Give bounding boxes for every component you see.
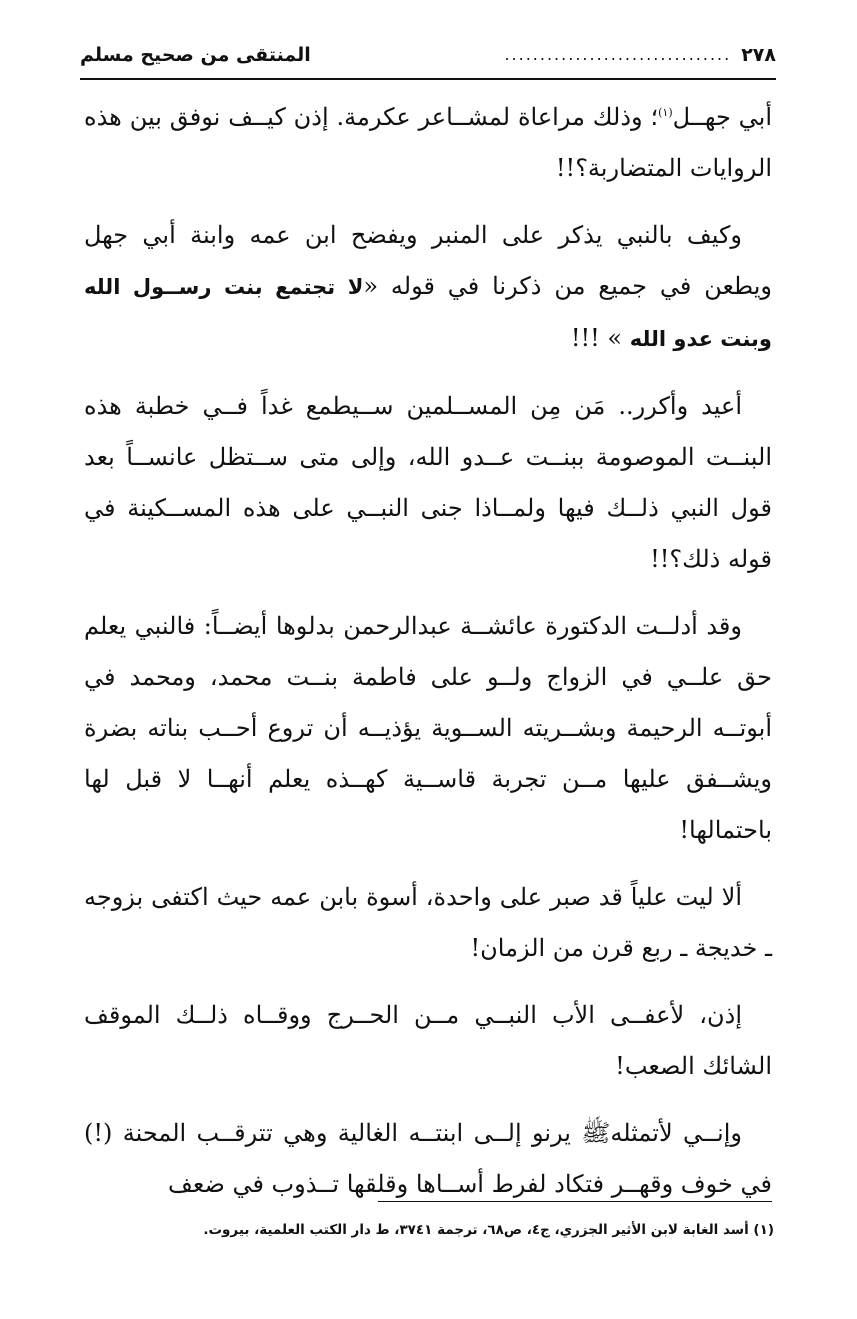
paragraph-3 <box>84 381 772 585</box>
paragraph-text: أعيد وأكرر.. مَن مِن المســلمين ســيطمع غداً فــي خطبة هذه البنــت الموصومة ببنــت عــدو الله، وإلى متى ســتظل عانســاً بعد قول النبي ذلــك فيها ولمــاذا جنى النبــي على هذه المســكينة في قوله ذلك؟!! <box>84 392 772 573</box>
paragraph-7 <box>84 1108 772 1210</box>
leader-dots: ................................ <box>504 45 732 64</box>
paragraph-text: وإنــي لأتمثلهﷺ يرنو إلــى ابنتــه الغالية وهي تترقــب المحنة (!) في خوف وقهــر فتكاد لفرط أســاها وقلقها تــذوب في ضعف <box>84 1119 772 1198</box>
paragraph-6 <box>84 990 772 1092</box>
paragraph-text: إذن، لأعفــى الأب النبــي مــن الحــرج ووقــاه ذلــك الموقف الشائك الصعب! <box>84 1001 772 1080</box>
paragraph-text: ؛ وذلك مراعاة لمشــاعر عكرمة. إذن كيــف نوفق بين هذه الروايات المتضاربة؟!! <box>84 103 772 182</box>
paragraph-text: أبي جهــل <box>672 103 773 131</box>
body-text <box>84 92 772 1226</box>
page-number: ٢٧٨ <box>741 44 776 66</box>
header-rule <box>80 78 776 80</box>
paragraph-5 <box>84 872 772 974</box>
footnote-rule <box>378 1201 772 1202</box>
footnote-reference: (١) <box>658 106 673 119</box>
paragraph-text: ألا ليت علياً قد صبر على واحدة، أسوة بابن عمه حيث اكتفى بزوجه ـ خديجة ـ ربع قرن من الزمان! <box>84 883 772 962</box>
paragraph-4 <box>84 601 772 856</box>
hadith-quote: لا تجتمع بنت رســول الله وبنت عدو الله <box>84 275 772 351</box>
paragraph-text: وقد أدلــت الدكتورة عائشــة عبدالرحمن بدلوها أيضــاً: فالنبي يعلم حق علــي في الزواج ولــو على فاطمة بنــت محمد، ومحمد في أبوتــه الرحيمة وبشــريته الســوية يؤذيــه أن تروع أحــب بناته بضرة ويشــفق عليها مــن تجربة قاســية كهــذه يعلم أنهــا لا قبل لها باحتمالها! <box>84 612 772 844</box>
paragraph-2 <box>84 210 772 365</box>
paragraph-text: » !!! <box>570 324 630 352</box>
footnote: (١) أسد الغابة لابن الأثير الجزري، ج٤، ص٦٨، ترجمة ٣٧٤١، ط دار الكتب العلمية، بيروت. <box>203 1222 774 1238</box>
paragraph-text: وكيف بالنبي يذكر على المنبر ويفضح ابن عمه وابنة أبي جهل ويطعن في جميع من ذكرنا في قوله « <box>84 221 773 300</box>
book-title: المنتقى من صحيح مسلم <box>80 44 311 66</box>
running-header <box>80 32 776 70</box>
paragraph-1 <box>84 92 772 194</box>
